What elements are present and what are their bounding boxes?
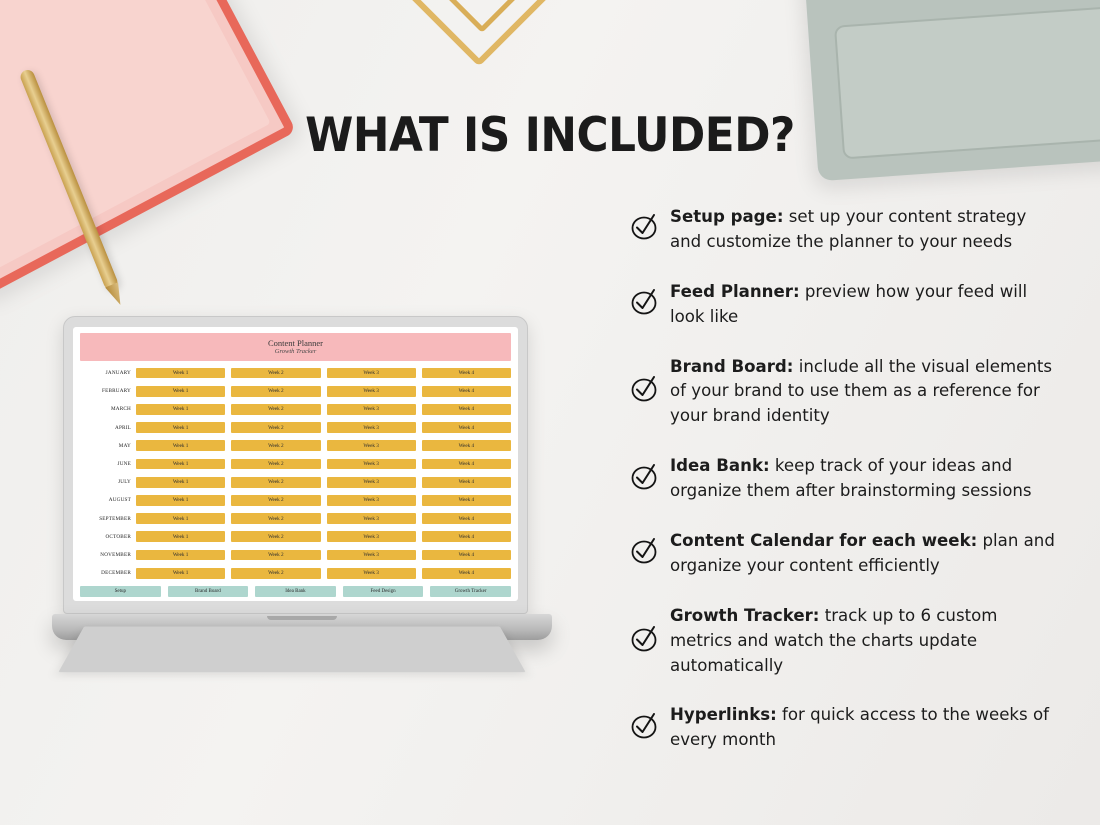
feature-description (670, 703, 1060, 753)
feature-title: Hyperlinks: (670, 705, 777, 725)
spreadsheet-week-cell[interactable]: Week 3 (327, 440, 416, 451)
feature-body: set up your content strategy and customize the planner to your needs (670, 207, 1027, 251)
feature-title: Content Calendar for each week: (670, 531, 978, 551)
spreadsheet-month-label: FEBRUARY (102, 388, 131, 395)
spreadsheet-week-cell[interactable]: Week 2 (231, 440, 320, 451)
check-circle-icon (630, 375, 660, 408)
spreadsheet-month-label: DECEMBER (101, 570, 131, 577)
feature-item (630, 280, 1060, 330)
spreadsheet-week-group (136, 386, 511, 397)
spreadsheet-week-cell[interactable]: Week 1 (136, 513, 225, 524)
spreadsheet-week-cell[interactable]: Week 2 (231, 477, 320, 488)
spreadsheet-week-cell[interactable]: Week 1 (136, 459, 225, 470)
spreadsheet-week-group (136, 440, 511, 451)
feature-description (670, 604, 1060, 679)
spreadsheet-week-cell[interactable]: Week 2 (231, 459, 320, 470)
laptop-screen (63, 316, 528, 614)
spreadsheet-week-group (136, 477, 511, 488)
spreadsheet-month-label: APRIL (115, 424, 131, 431)
spreadsheet-week-cell[interactable]: Week 1 (136, 368, 225, 379)
check-circle-icon (630, 537, 660, 570)
spreadsheet-week-group (136, 513, 511, 524)
spreadsheet-tab[interactable]: Idea Bank (255, 586, 336, 597)
spreadsheet-tab[interactable]: Feed Design (343, 586, 424, 597)
spreadsheet-week-cell[interactable]: Week 2 (231, 368, 320, 379)
feature-body: for quick access to the weeks of every month (670, 705, 1049, 750)
spreadsheet-week-group (136, 495, 511, 506)
spreadsheet-week-group (136, 531, 511, 542)
feature-title: Brand Board: (670, 356, 794, 376)
spreadsheet-week-cell[interactable]: Week 4 (422, 368, 511, 379)
feature-item (630, 703, 1060, 753)
spreadsheet-week-cell[interactable]: Week 2 (231, 386, 320, 397)
spreadsheet-week-cell[interactable]: Week 1 (136, 477, 225, 488)
spreadsheet-week-cell[interactable]: Week 3 (327, 568, 416, 579)
spreadsheet-week-cell[interactable]: Week 1 (136, 386, 225, 397)
feature-item (630, 205, 1060, 255)
feature-list (630, 205, 1060, 778)
spreadsheet-month-label: JANUARY (105, 370, 131, 377)
spreadsheet-week-cell[interactable]: Week 4 (422, 459, 511, 470)
spreadsheet-row (80, 510, 511, 528)
spreadsheet-row (80, 564, 511, 582)
spreadsheet-week-cell[interactable]: Week 4 (422, 386, 511, 397)
spreadsheet-month-label: NOVEMBER (100, 551, 131, 558)
spreadsheet-week-cell[interactable]: Week 1 (136, 422, 225, 433)
spreadsheet-month-label: AUGUST (108, 497, 131, 504)
spreadsheet-week-cell[interactable]: Week 2 (231, 531, 320, 542)
feature-item (630, 529, 1060, 579)
spreadsheet-week-cell[interactable]: Week 2 (231, 422, 320, 433)
spreadsheet-week-cell[interactable]: Week 4 (422, 440, 511, 451)
spreadsheet-row (80, 528, 511, 546)
spreadsheet-week-cell[interactable]: Week 4 (422, 550, 511, 561)
spreadsheet-month-label: MAY (118, 442, 131, 449)
spreadsheet-subtitle: Growth Tracker (274, 348, 317, 355)
feature-item (630, 355, 1060, 430)
spreadsheet-month-label: JUNE (117, 461, 131, 468)
spreadsheet-week-cell[interactable]: Week 3 (327, 404, 416, 415)
laptop-keyboard (58, 626, 525, 672)
spreadsheet-title: Content Planner (267, 338, 323, 348)
spreadsheet-week-cell[interactable]: Week 3 (327, 386, 416, 397)
feature-title: Idea Bank: (670, 456, 770, 476)
feature-description (670, 355, 1060, 430)
spreadsheet-week-cell[interactable]: Week 4 (422, 422, 511, 433)
feature-title: Feed Planner: (670, 281, 800, 301)
spreadsheet-week-cell[interactable]: Week 4 (422, 531, 511, 542)
feature-body: keep track of your ideas and organize them after brainstorming sessions (670, 456, 1032, 501)
check-circle-icon (630, 213, 660, 246)
spreadsheet-week-cell[interactable]: Week 3 (327, 495, 416, 506)
feature-item (630, 604, 1060, 679)
spreadsheet-week-cell[interactable]: Week 2 (231, 495, 320, 506)
spreadsheet-week-cell[interactable]: Week 3 (327, 513, 416, 524)
spreadsheet-month-label: OCTOBER (105, 533, 131, 540)
feature-title: Growth Tracker: (670, 605, 820, 625)
feature-body: preview how your feed will look like (670, 281, 1028, 326)
check-circle-icon (630, 712, 660, 745)
spreadsheet-week-cell[interactable]: Week 2 (231, 550, 320, 561)
feature-description (670, 454, 1060, 504)
spreadsheet-week-cell[interactable]: Week 2 (231, 513, 320, 524)
spreadsheet-row (80, 382, 511, 400)
spreadsheet-week-cell[interactable]: Week 3 (327, 422, 416, 433)
feature-body: plan and organize your content efficiently (670, 531, 1055, 575)
spreadsheet-week-cell[interactable]: Week 4 (422, 568, 511, 579)
spreadsheet-rows (80, 361, 511, 583)
spreadsheet-week-group (136, 568, 511, 579)
spreadsheet-week-cell[interactable]: Week 4 (422, 495, 511, 506)
page-title: WHAT IS INCLUDED? (305, 108, 795, 163)
spreadsheet-week-cell[interactable]: Week 4 (422, 477, 511, 488)
spreadsheet-week-cell[interactable]: Week 1 (136, 568, 225, 579)
spreadsheet-row (80, 400, 511, 418)
spreadsheet-week-cell[interactable]: Week 3 (327, 531, 416, 542)
spreadsheet-week-cell[interactable]: Week 1 (136, 550, 225, 561)
spreadsheet-week-cell[interactable]: Week 3 (327, 368, 416, 379)
check-circle-icon (630, 625, 660, 658)
spreadsheet-tab[interactable]: Growth Tracker (430, 586, 511, 597)
check-circle-icon (630, 288, 660, 321)
spreadsheet-month-label: MARCH (110, 406, 131, 413)
spreadsheet-row (80, 546, 511, 564)
spreadsheet (73, 327, 518, 601)
spreadsheet-tab[interactable]: Setup (80, 586, 161, 597)
spreadsheet-week-group (136, 459, 511, 470)
spreadsheet-week-cell[interactable]: Week 4 (422, 404, 511, 415)
spreadsheet-week-group (136, 422, 511, 433)
spreadsheet-week-cell[interactable]: Week 3 (327, 477, 416, 488)
spreadsheet-week-group (136, 550, 511, 561)
check-circle-icon (630, 463, 660, 496)
spreadsheet-week-cell[interactable]: Week 1 (136, 531, 225, 542)
spreadsheet-row (80, 437, 511, 455)
spreadsheet-row (80, 419, 511, 437)
spreadsheet-row (80, 491, 511, 509)
spreadsheet-week-cell[interactable]: Week 3 (327, 459, 416, 470)
spreadsheet-week-cell[interactable]: Week 1 (136, 440, 225, 451)
feature-description (670, 205, 1060, 255)
spreadsheet-week-cell[interactable]: Week 3 (327, 550, 416, 561)
spreadsheet-month-label: JULY (118, 479, 131, 486)
laptop-mockup (52, 316, 552, 640)
spreadsheet-row (80, 364, 511, 382)
spreadsheet-row (80, 473, 511, 491)
spreadsheet-week-cell[interactable]: Week 1 (136, 495, 225, 506)
feature-title: Setup page: (670, 207, 784, 226)
feature-body: include all the visual elements of your brand to use them as a reference for your brand identity (670, 356, 1053, 426)
spreadsheet-month-label: SEPTEMBER (99, 515, 131, 522)
feature-body: track up to 6 custom metrics and watch the charts update automatically (670, 605, 998, 675)
spreadsheet-week-group (136, 368, 511, 379)
feature-item (630, 454, 1060, 504)
spreadsheet-tab-bar[interactable] (80, 583, 511, 601)
spreadsheet-week-cell[interactable]: Week 4 (422, 513, 511, 524)
spreadsheet-tab[interactable]: Brand Board (168, 586, 249, 597)
spreadsheet-week-cell[interactable]: Week 1 (136, 404, 225, 415)
spreadsheet-week-cell[interactable]: Week 2 (231, 568, 320, 579)
feature-description (670, 280, 1060, 330)
spreadsheet-week-group (136, 404, 511, 415)
spreadsheet-week-cell[interactable]: Week 2 (231, 404, 320, 415)
spreadsheet-header (80, 333, 511, 361)
feature-description (670, 529, 1060, 579)
spreadsheet-row (80, 455, 511, 473)
